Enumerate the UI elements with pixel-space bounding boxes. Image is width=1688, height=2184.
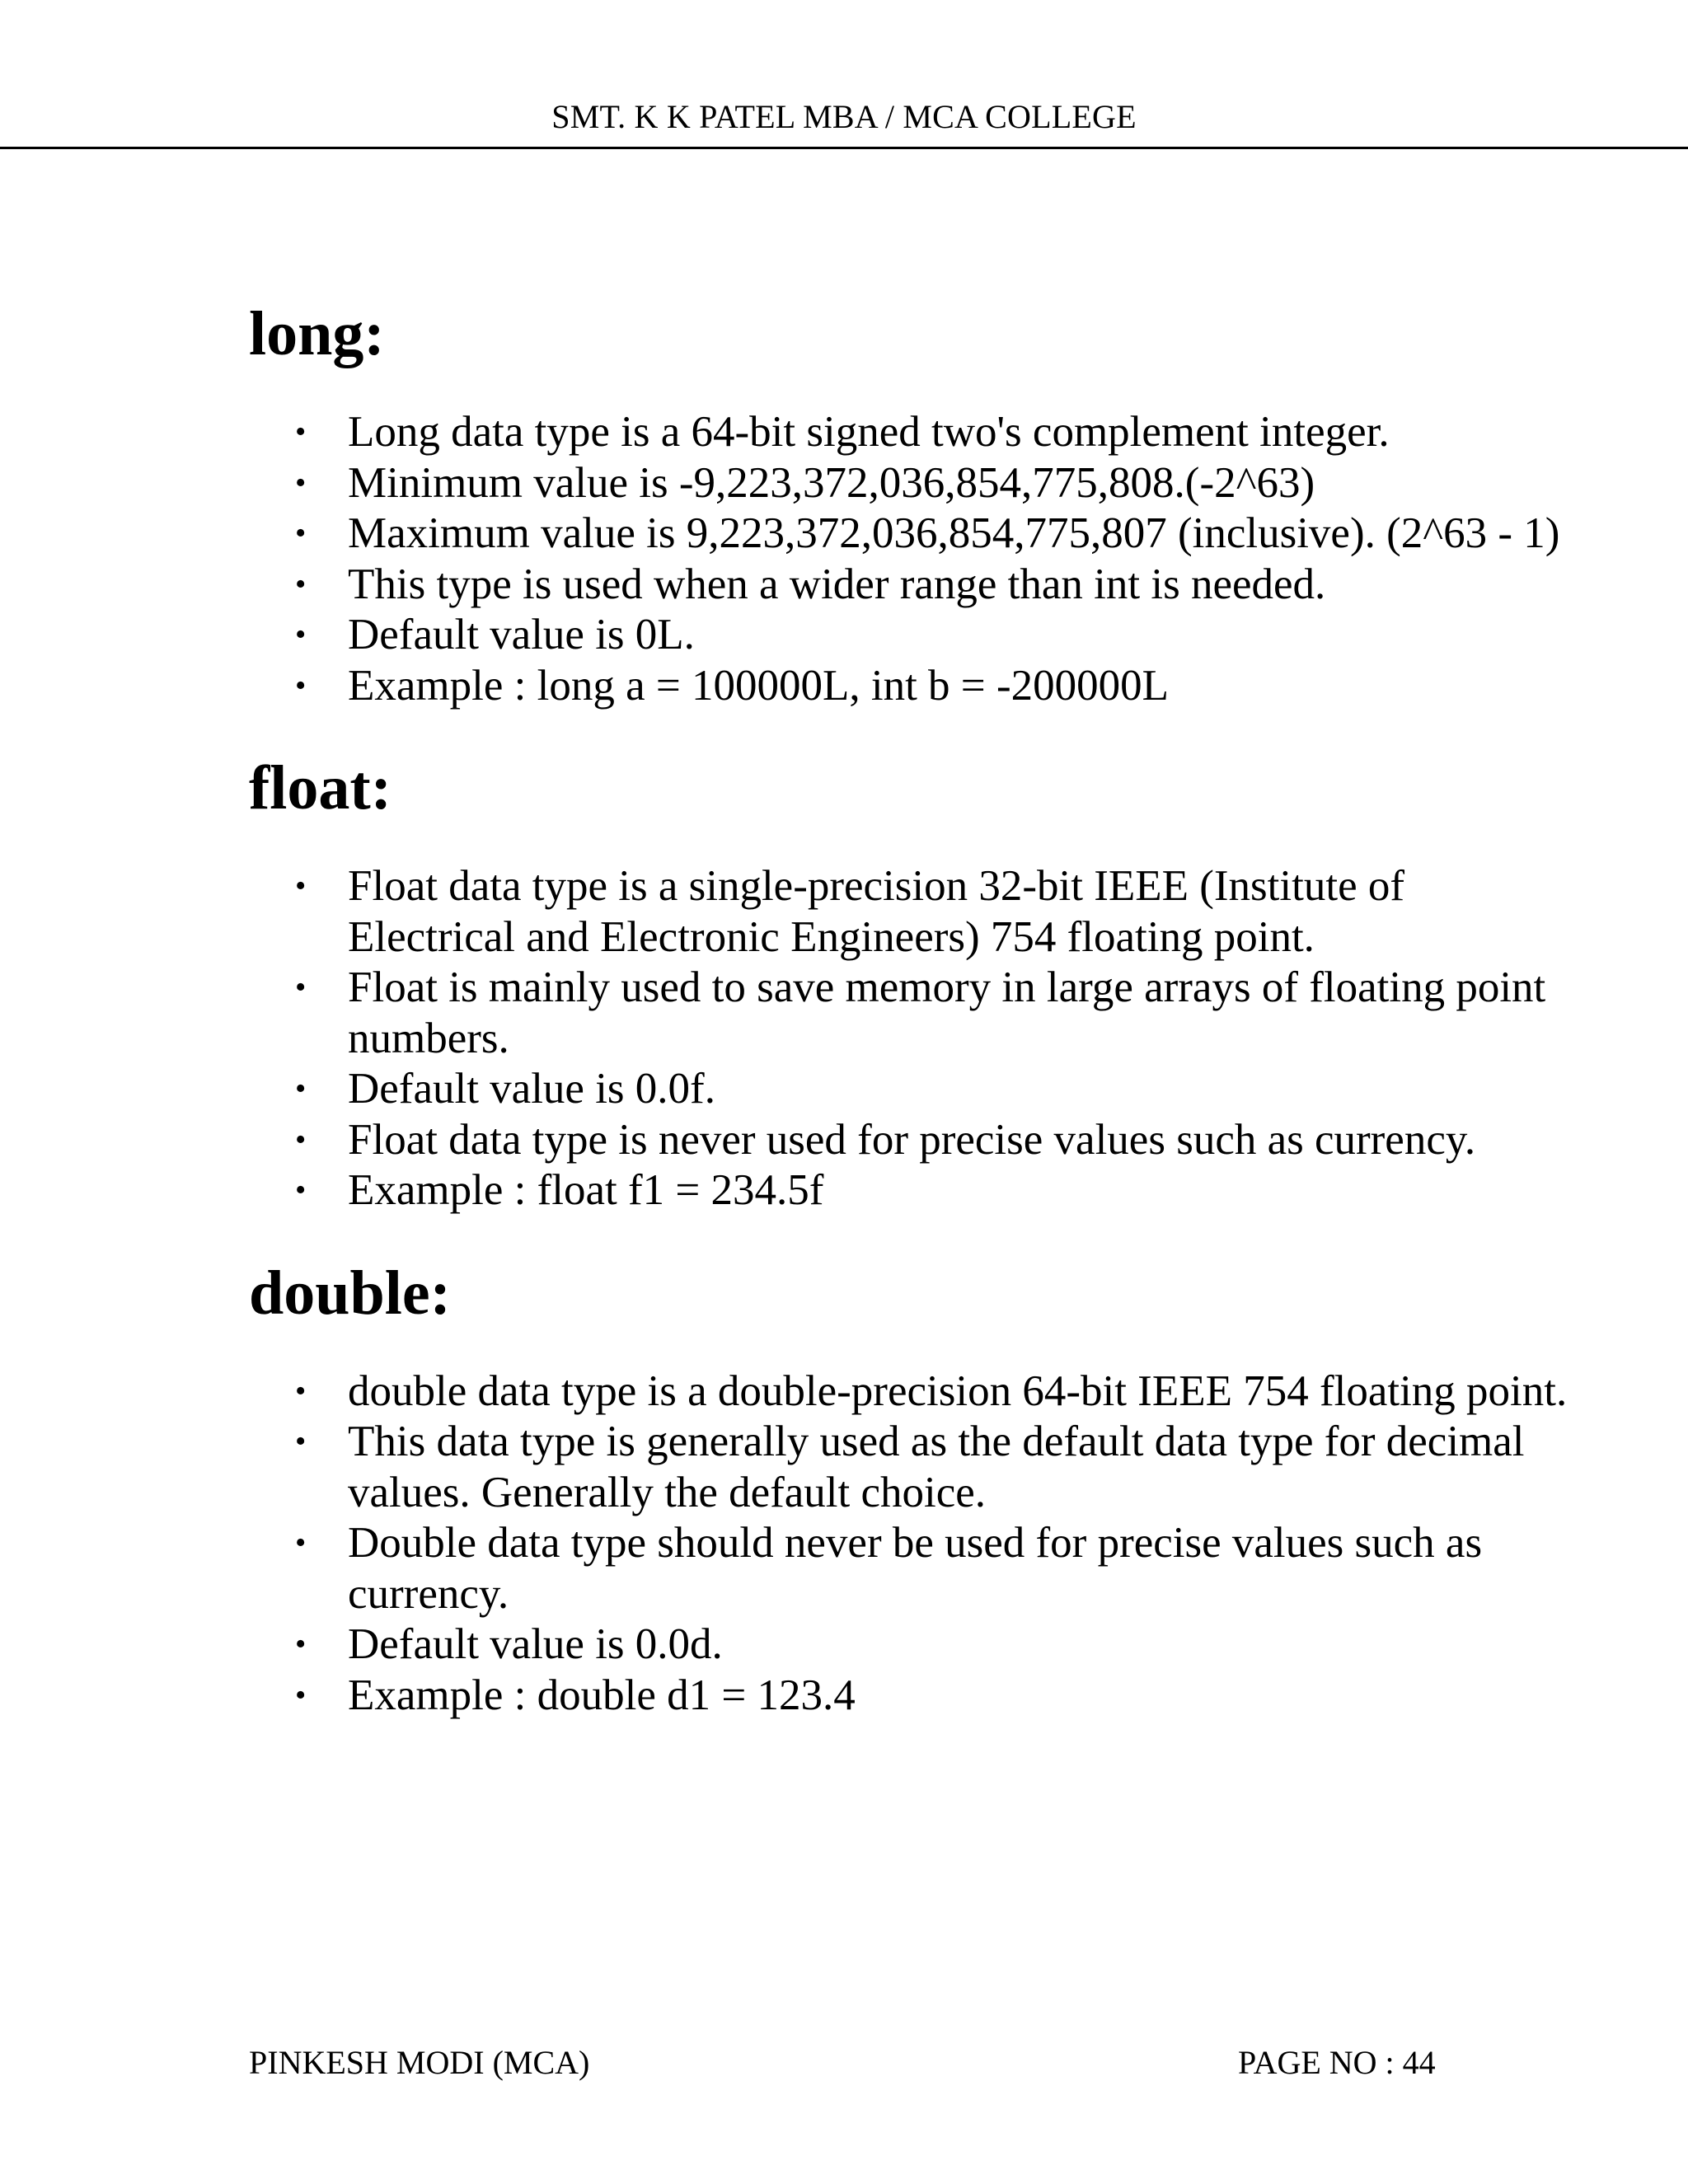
bullet-icon: • — [295, 1677, 307, 1713]
footer-author: PINKESH MODI (MCA) — [249, 2044, 590, 2081]
list-item-text: Default value is 0.0d. — [348, 1620, 723, 1668]
page-content — [249, 297, 1568, 1760]
list-item — [249, 861, 1568, 963]
bullet-icon: • — [295, 415, 307, 449]
bullet-icon: • — [295, 1071, 307, 1106]
list-item — [249, 1064, 1568, 1115]
list-item-text: Float data type is never used for precise values such as currency. — [348, 1115, 1476, 1164]
list-item-text: Default value is 0.0f. — [348, 1065, 715, 1113]
page-header: SMT. K K PATEL MBA / MCA COLLEGE — [551, 98, 1137, 135]
list-item — [249, 1417, 1568, 1518]
bullet-icon: • — [295, 1373, 307, 1408]
bullet-icon: • — [295, 1122, 307, 1157]
list-item — [249, 661, 1568, 712]
bullet-icon: • — [295, 566, 307, 602]
list-item-text: Double data type should never be used for precise values such as currency. — [348, 1519, 1483, 1618]
header-divider — [0, 147, 1688, 149]
list-item-text: Default value is 0L. — [348, 611, 695, 658]
list-item-text: Long data type is a 64-bit signed two's complement integer. — [348, 408, 1390, 456]
bullet-icon: • — [295, 465, 307, 500]
list-item-text: Example : long a = 100000L, int b = -200000L — [348, 661, 1169, 710]
bullet-icon: • — [295, 668, 307, 703]
list-item-text: Float data type is a single-precision 32-bit IEEE (Institute of Electrical and Electronic Engineers) 754 floating point. — [348, 862, 1404, 961]
bullet-icon: • — [295, 1526, 307, 1560]
bullet-icon: • — [295, 1424, 307, 1459]
bullet-icon: • — [295, 516, 307, 551]
list-item-text: double data type is a double-precision 64-bit IEEE 754 floating point. — [348, 1366, 1568, 1415]
list-item — [249, 1619, 1568, 1671]
list-item-text: This type is used when a wider range than int is needed. — [348, 560, 1326, 608]
list-item — [249, 963, 1568, 1064]
list-item — [249, 509, 1568, 560]
list-item — [249, 1165, 1568, 1216]
section-heading-double: double: — [249, 1258, 451, 1328]
list-item-text: Float is mainly used to save memory in large arrays of floating point numbers. — [348, 963, 1546, 1062]
list-item — [249, 1671, 1568, 1722]
bullet-icon: • — [295, 970, 307, 1005]
list-item — [249, 1366, 1568, 1418]
bullet-list-double — [249, 1366, 1568, 1722]
section-heading-long: long: — [249, 299, 385, 368]
list-item-text: This data type is generally used as the default data type for decimal values. Generally the default choice. — [348, 1418, 1525, 1516]
list-item — [249, 1115, 1568, 1166]
list-item — [249, 560, 1568, 611]
list-item-text: Example : double d1 = 123.4 — [348, 1671, 856, 1719]
footer-page-number: PAGE NO : 44 — [1238, 2044, 1436, 2081]
list-item — [249, 407, 1568, 458]
bullet-icon: • — [295, 1173, 307, 1207]
bullet-icon: • — [295, 869, 307, 903]
bullet-icon: • — [295, 1627, 307, 1661]
list-item — [249, 610, 1568, 661]
list-item — [249, 458, 1568, 509]
list-item-text: Minimum value is -9,223,372,036,854,775,808.(-2^63) — [348, 458, 1315, 507]
list-item-text: Maximum value is 9,223,372,036,854,775,807 (inclusive). (2^63 - 1) — [348, 509, 1560, 557]
bullet-list-long — [249, 407, 1568, 711]
list-item — [249, 1518, 1568, 1619]
bullet-icon: • — [295, 617, 307, 652]
bullet-list-float — [249, 861, 1568, 1216]
list-item-text: Example : float f1 = 234.5f — [348, 1166, 824, 1214]
section-heading-float: float: — [249, 753, 392, 823]
